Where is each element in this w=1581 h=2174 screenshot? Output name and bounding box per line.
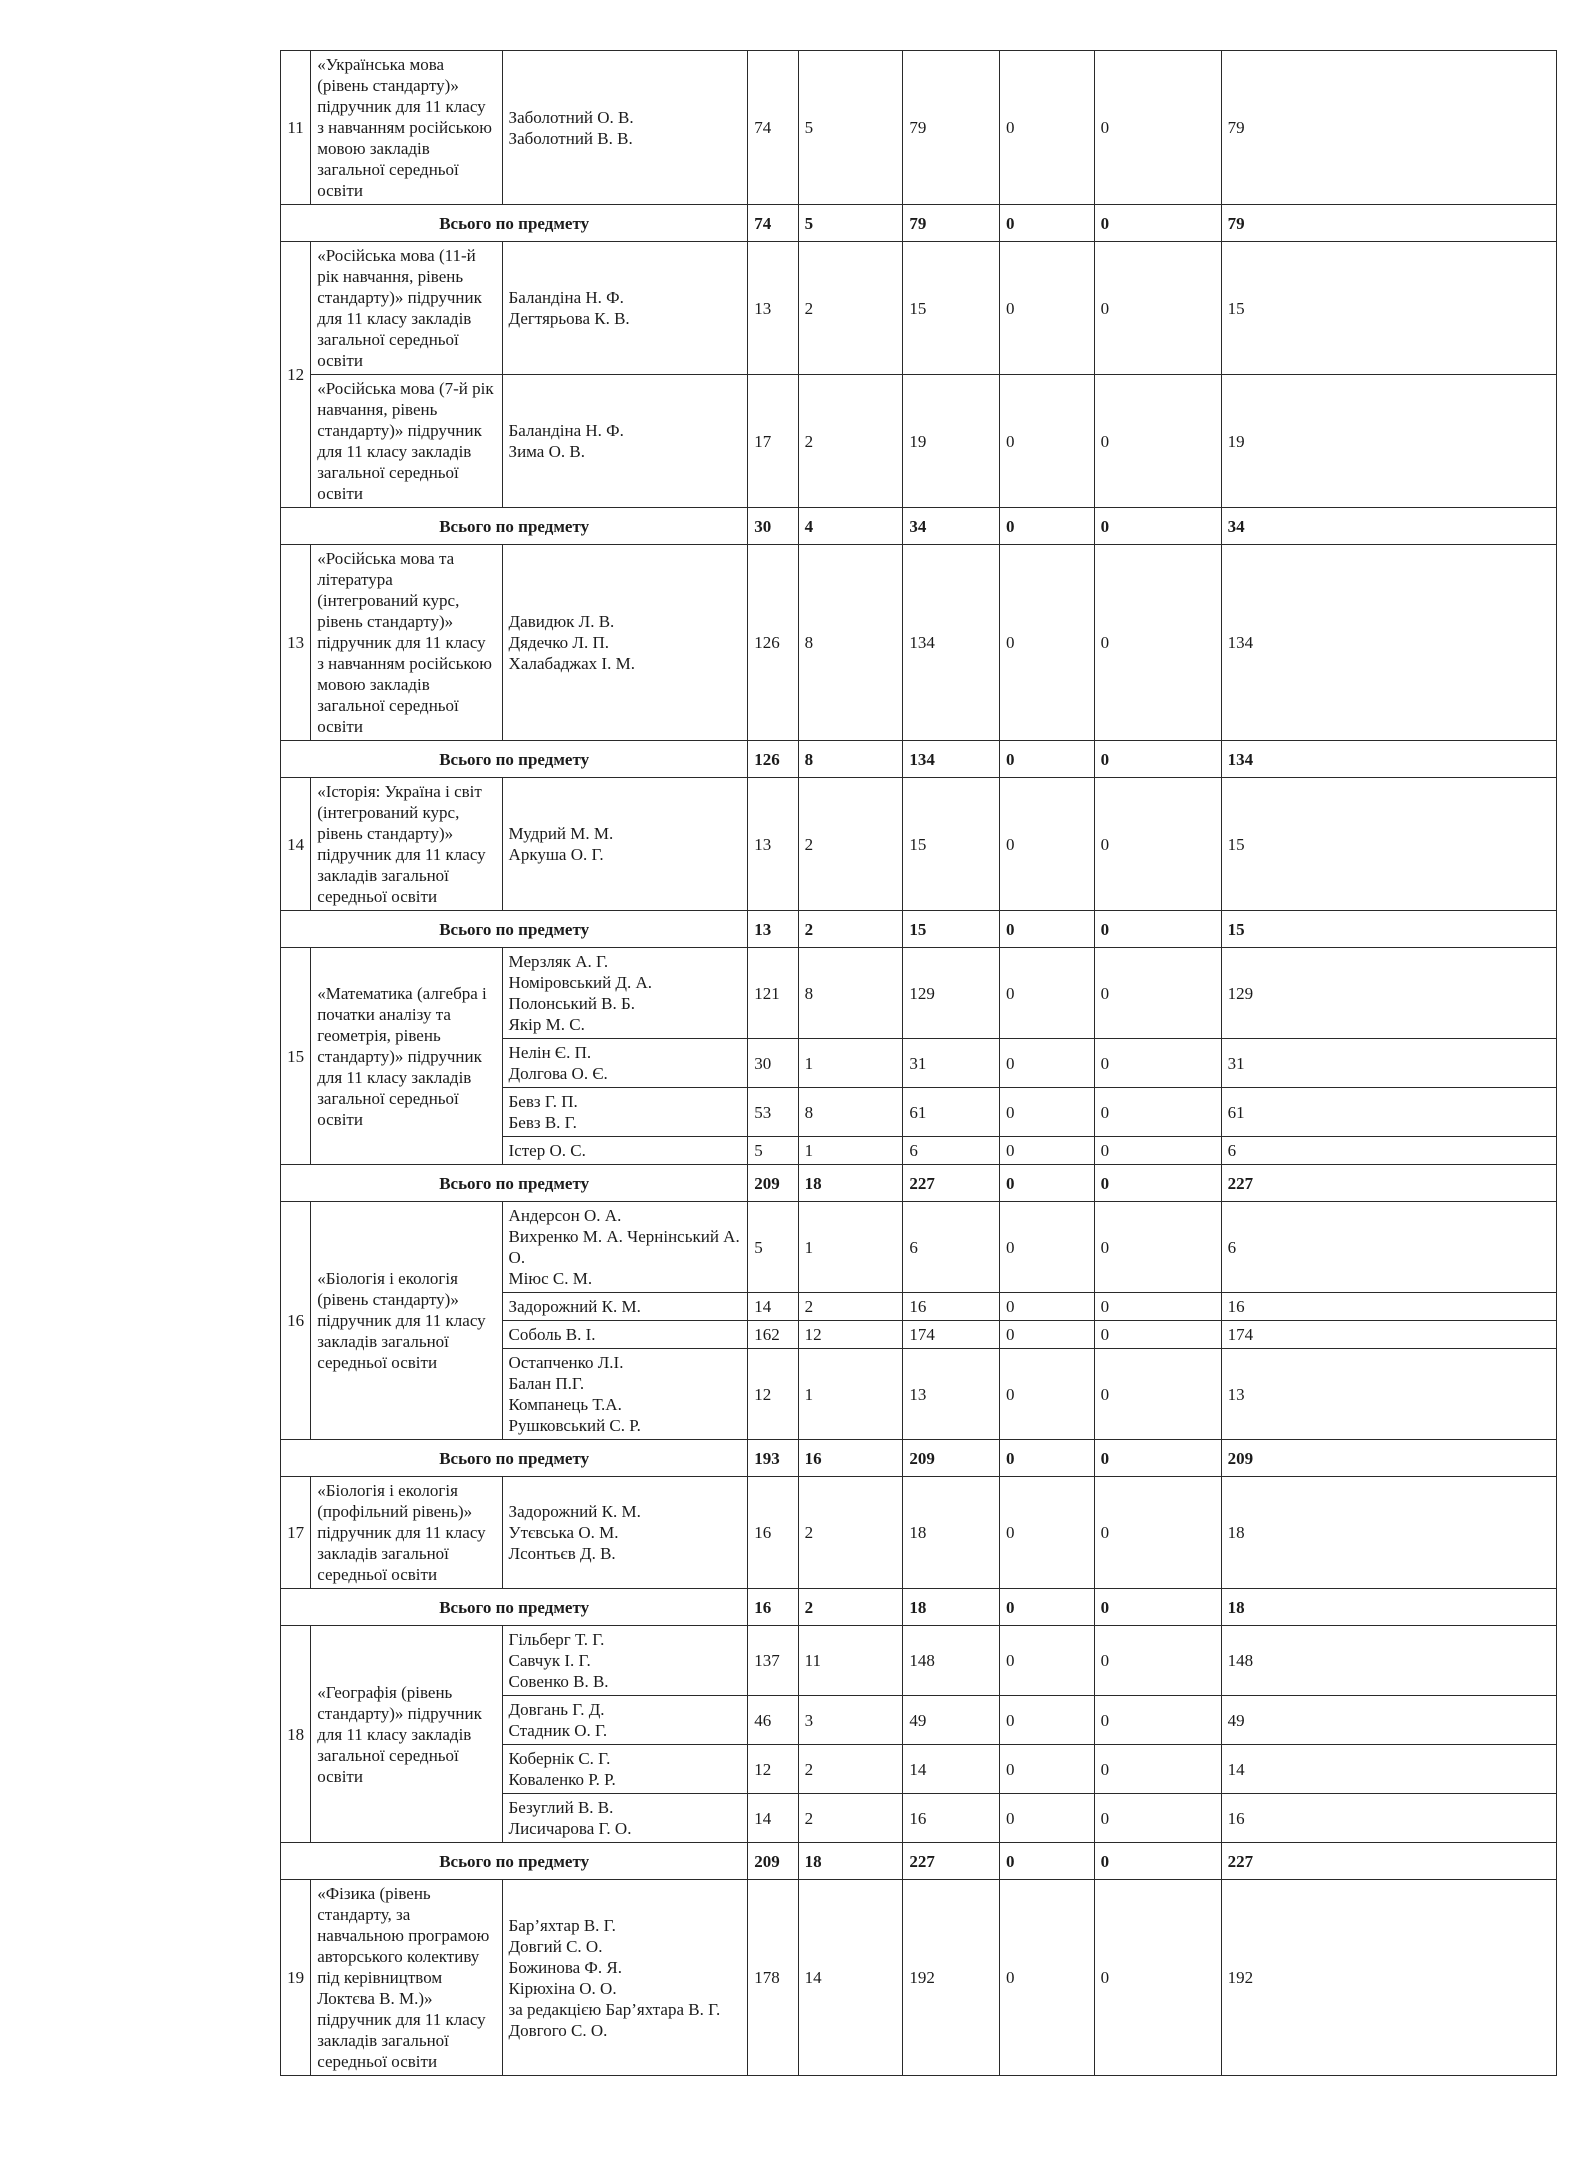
subject-total-row (281, 1589, 1557, 1626)
quantity-cell-c5: 0 (1094, 1626, 1221, 1696)
table-row (281, 1477, 1557, 1589)
total-cell-c3: 79 (903, 205, 1000, 242)
subject-number: 13 (281, 545, 311, 741)
quantity-cell-c4: 0 (1000, 1477, 1095, 1589)
quantity-cell-c5: 0 (1094, 1794, 1221, 1843)
total-cell-c6: 227 (1221, 1843, 1556, 1880)
quantity-cell-c5: 0 (1094, 242, 1221, 375)
quantity-cell-c1: 14 (748, 1293, 798, 1321)
total-cell-c6: 209 (1221, 1440, 1556, 1477)
quantity-cell-c5: 0 (1094, 1137, 1221, 1165)
total-cell-c6: 134 (1221, 741, 1556, 778)
quantity-cell-c3: 18 (903, 1477, 1000, 1589)
total-cell-c5: 0 (1094, 508, 1221, 545)
quantity-cell-c1: 53 (748, 1088, 798, 1137)
total-cell-c6: 34 (1221, 508, 1556, 545)
authors-cell: Заболотний О. В. Заболотний В. В. (502, 51, 748, 205)
quantity-cell-c6: 61 (1221, 1088, 1556, 1137)
quantity-cell-c6: 14 (1221, 1745, 1556, 1794)
subject-total-label: Всього по предмету (281, 1440, 748, 1477)
quantity-cell-c2: 2 (798, 1477, 903, 1589)
quantity-cell-c5: 0 (1094, 1088, 1221, 1137)
quantity-cell-c2: 5 (798, 51, 903, 205)
quantity-cell-c6: 134 (1221, 545, 1556, 741)
subject-total-row (281, 1843, 1557, 1880)
total-cell-c6: 227 (1221, 1165, 1556, 1202)
quantity-cell-c3: 174 (903, 1321, 1000, 1349)
total-cell-c2: 2 (798, 1589, 903, 1626)
quantity-cell-c5: 0 (1094, 1321, 1221, 1349)
quantity-cell-c6: 148 (1221, 1626, 1556, 1696)
subject-total-row (281, 205, 1557, 242)
subject-total-label: Всього по предмету (281, 741, 748, 778)
quantity-cell-c4: 0 (1000, 375, 1095, 508)
authors-cell: Нелін Є. П. Долгова О. Є. (502, 1039, 748, 1088)
subject-total-label: Всього по предмету (281, 205, 748, 242)
quantity-cell-c6: 6 (1221, 1137, 1556, 1165)
quantity-cell-c6: 79 (1221, 51, 1556, 205)
subject-number: 17 (281, 1477, 311, 1589)
quantity-cell-c4: 0 (1000, 545, 1095, 741)
quantity-cell-c1: 121 (748, 948, 798, 1039)
quantity-cell-c2: 12 (798, 1321, 903, 1349)
total-cell-c6: 79 (1221, 205, 1556, 242)
subject-total-row (281, 508, 1557, 545)
textbook-title: «Біологія і екологія (профільний рівень)» підручник для 11 класу закладів загальної середньої освіти (311, 1477, 502, 1589)
quantity-cell-c5: 0 (1094, 545, 1221, 741)
quantity-cell-c2: 14 (798, 1880, 903, 2076)
quantity-cell-c4: 0 (1000, 1321, 1095, 1349)
quantity-cell-c4: 0 (1000, 1880, 1095, 2076)
quantity-cell-c3: 19 (903, 375, 1000, 508)
textbook-title: «Російська мова та література (інтегрований курс, рівень стандарту)» підручник для 11 класу з навчанням російською мовою закладів загальної середньої освіти (311, 545, 502, 741)
total-cell-c3: 34 (903, 508, 1000, 545)
total-cell-c3: 209 (903, 1440, 1000, 1477)
quantity-cell-c6: 19 (1221, 375, 1556, 508)
authors-cell: Баландіна Н. Ф. Дегтярьова К. В. (502, 242, 748, 375)
total-cell-c1: 209 (748, 1843, 798, 1880)
quantity-cell-c5: 0 (1094, 375, 1221, 508)
quantity-cell-c6: 192 (1221, 1880, 1556, 2076)
quantity-cell-c4: 0 (1000, 1202, 1095, 1293)
total-cell-c2: 5 (798, 205, 903, 242)
quantity-cell-c1: 16 (748, 1477, 798, 1589)
quantity-cell-c2: 2 (798, 242, 903, 375)
total-cell-c1: 30 (748, 508, 798, 545)
subject-number: 12 (281, 242, 311, 508)
quantity-cell-c6: 174 (1221, 1321, 1556, 1349)
quantity-cell-c5: 0 (1094, 778, 1221, 911)
quantity-cell-c1: 137 (748, 1626, 798, 1696)
textbook-title: «Біологія і екологія (рівень стандарту)» підручник для 11 класу закладів загальної середньої освіти (311, 1202, 502, 1440)
quantity-cell-c3: 16 (903, 1293, 1000, 1321)
quantity-cell-c6: 15 (1221, 778, 1556, 911)
subject-total-label: Всього по предмету (281, 1843, 748, 1880)
total-cell-c1: 126 (748, 741, 798, 778)
table-row (281, 778, 1557, 911)
quantity-cell-c5: 0 (1094, 51, 1221, 205)
textbook-title: «Математика (алгебра і початки аналізу та геометрія, рівень стандарту)» підручник для 11 класу закладів загальної середньої освіти (311, 948, 502, 1165)
subject-total-label: Всього по предмету (281, 1589, 748, 1626)
total-cell-c2: 2 (798, 911, 903, 948)
quantity-cell-c1: 178 (748, 1880, 798, 2076)
quantity-cell-c1: 13 (748, 778, 798, 911)
authors-cell: Довгань Г. Д. Стадник О. Г. (502, 1696, 748, 1745)
total-cell-c5: 0 (1094, 741, 1221, 778)
quantity-cell-c4: 0 (1000, 1039, 1095, 1088)
authors-cell: Бар’яхтар В. Г. Довгий С. О. Божинова Ф. Я. Кірюхіна О. О. за редакцією Бар’яхтара В. Г. Довгого С. О. (502, 1880, 748, 2076)
quantity-cell-c2: 2 (798, 375, 903, 508)
table-row (281, 545, 1557, 741)
quantity-cell-c3: 61 (903, 1088, 1000, 1137)
total-cell-c1: 13 (748, 911, 798, 948)
quantity-cell-c1: 74 (748, 51, 798, 205)
quantity-cell-c3: 79 (903, 51, 1000, 205)
total-cell-c5: 0 (1094, 1589, 1221, 1626)
quantity-cell-c3: 31 (903, 1039, 1000, 1088)
quantity-cell-c4: 0 (1000, 948, 1095, 1039)
quantity-cell-c3: 15 (903, 778, 1000, 911)
total-cell-c4: 0 (1000, 1165, 1095, 1202)
quantity-cell-c5: 0 (1094, 1039, 1221, 1088)
quantity-cell-c3: 134 (903, 545, 1000, 741)
quantity-cell-c1: 126 (748, 545, 798, 741)
quantity-cell-c4: 0 (1000, 1088, 1095, 1137)
quantity-cell-c2: 1 (798, 1039, 903, 1088)
total-cell-c2: 8 (798, 741, 903, 778)
authors-cell: Андерсон О. А. Вихренко М. А. Чернінський А. О. Міюс С. М. (502, 1202, 748, 1293)
quantity-cell-c1: 14 (748, 1794, 798, 1843)
total-cell-c4: 0 (1000, 1589, 1095, 1626)
document-page (280, 50, 1557, 2076)
authors-cell: Безуглий В. В. Лисичарова Г. О. (502, 1794, 748, 1843)
total-cell-c4: 0 (1000, 508, 1095, 545)
quantity-cell-c1: 5 (748, 1137, 798, 1165)
total-cell-c2: 18 (798, 1843, 903, 1880)
quantity-cell-c6: 31 (1221, 1039, 1556, 1088)
quantity-cell-c4: 0 (1000, 242, 1095, 375)
subject-number: 16 (281, 1202, 311, 1440)
total-cell-c4: 0 (1000, 205, 1095, 242)
total-cell-c1: 74 (748, 205, 798, 242)
quantity-cell-c6: 16 (1221, 1293, 1556, 1321)
total-cell-c1: 16 (748, 1589, 798, 1626)
quantity-cell-c5: 0 (1094, 1745, 1221, 1794)
quantity-cell-c2: 2 (798, 778, 903, 911)
total-cell-c3: 134 (903, 741, 1000, 778)
textbook-order-table (280, 50, 1557, 2076)
quantity-cell-c2: 3 (798, 1696, 903, 1745)
table-row (281, 948, 1557, 1039)
quantity-cell-c1: 30 (748, 1039, 798, 1088)
total-cell-c5: 0 (1094, 1843, 1221, 1880)
quantity-cell-c4: 0 (1000, 1794, 1095, 1843)
total-cell-c1: 193 (748, 1440, 798, 1477)
subject-number: 19 (281, 1880, 311, 2076)
subject-number: 14 (281, 778, 311, 911)
subject-total-row (281, 1165, 1557, 1202)
quantity-cell-c5: 0 (1094, 1477, 1221, 1589)
quantity-cell-c3: 14 (903, 1745, 1000, 1794)
quantity-cell-c5: 0 (1094, 1696, 1221, 1745)
quantity-cell-c2: 1 (798, 1349, 903, 1440)
quantity-cell-c4: 0 (1000, 1293, 1095, 1321)
total-cell-c2: 4 (798, 508, 903, 545)
quantity-cell-c2: 1 (798, 1137, 903, 1165)
subject-number: 15 (281, 948, 311, 1165)
subject-number: 18 (281, 1626, 311, 1843)
table-row (281, 51, 1557, 205)
total-cell-c3: 227 (903, 1165, 1000, 1202)
textbook-title: «Українська мова (рівень стандарту)» підручник для 11 класу з навчанням російською мовою закладів загальної середньої освіти (311, 51, 502, 205)
quantity-cell-c4: 0 (1000, 1137, 1095, 1165)
subject-total-label: Всього по предмету (281, 911, 748, 948)
quantity-cell-c5: 0 (1094, 1349, 1221, 1440)
textbook-title: «Російська мова (11-й рік навчання, рівень стандарту)» підручник для 11 класу закладів загальної середньої освіти (311, 242, 502, 375)
total-cell-c3: 15 (903, 911, 1000, 948)
quantity-cell-c4: 0 (1000, 51, 1095, 205)
total-cell-c4: 0 (1000, 1843, 1095, 1880)
quantity-cell-c1: 13 (748, 242, 798, 375)
quantity-cell-c4: 0 (1000, 1349, 1095, 1440)
quantity-cell-c3: 15 (903, 242, 1000, 375)
total-cell-c5: 0 (1094, 911, 1221, 948)
authors-cell: Задорожний К. М. Утєвська О. М. Лсонтьєв Д. В. (502, 1477, 748, 1589)
quantity-cell-c1: 162 (748, 1321, 798, 1349)
total-cell-c2: 18 (798, 1165, 903, 1202)
quantity-cell-c3: 6 (903, 1137, 1000, 1165)
authors-cell: Істер О. С. (502, 1137, 748, 1165)
total-cell-c3: 18 (903, 1589, 1000, 1626)
authors-cell: Задорожний К. М. (502, 1293, 748, 1321)
authors-cell: Давидюк Л. В. Дядечко Л. П. Халабаджах І. М. (502, 545, 748, 741)
authors-cell: Баландіна Н. Ф. Зима О. В. (502, 375, 748, 508)
quantity-cell-c4: 0 (1000, 1696, 1095, 1745)
table-row (281, 242, 1557, 375)
authors-cell: Гільберг Т. Г. Савчук І. Г. Совенко В. В. (502, 1626, 748, 1696)
total-cell-c5: 0 (1094, 1165, 1221, 1202)
textbook-title: «Російська мова (7-й рік навчання, рівень стандарту)» підручник для 11 класу закладів загальної середньої освіти (311, 375, 502, 508)
table-row (281, 1202, 1557, 1293)
subject-number: 11 (281, 51, 311, 205)
quantity-cell-c6: 13 (1221, 1349, 1556, 1440)
total-cell-c5: 0 (1094, 1440, 1221, 1477)
textbook-title: «Географія (рівень стандарту)» підручник для 11 класу закладів загальної середньої освіти (311, 1626, 502, 1843)
quantity-cell-c6: 15 (1221, 242, 1556, 375)
subject-total-row (281, 911, 1557, 948)
quantity-cell-c3: 148 (903, 1626, 1000, 1696)
quantity-cell-c2: 8 (798, 1088, 903, 1137)
quantity-cell-c3: 49 (903, 1696, 1000, 1745)
quantity-cell-c2: 1 (798, 1202, 903, 1293)
table-row (281, 1626, 1557, 1696)
quantity-cell-c1: 46 (748, 1696, 798, 1745)
quantity-cell-c5: 0 (1094, 948, 1221, 1039)
authors-cell: Кобернік С. Г. Коваленко Р. Р. (502, 1745, 748, 1794)
quantity-cell-c3: 6 (903, 1202, 1000, 1293)
quantity-cell-c1: 12 (748, 1745, 798, 1794)
quantity-cell-c5: 0 (1094, 1880, 1221, 2076)
quantity-cell-c2: 8 (798, 545, 903, 741)
quantity-cell-c2: 8 (798, 948, 903, 1039)
quantity-cell-c2: 2 (798, 1794, 903, 1843)
authors-cell: Соболь В. І. (502, 1321, 748, 1349)
textbook-title: «Історія: Україна і світ (інтегрований курс, рівень стандарту)» підручник для 11 класу закладів загальної середньої освіти (311, 778, 502, 911)
quantity-cell-c3: 129 (903, 948, 1000, 1039)
authors-cell: Остапченко Л.І. Балан П.Г. Компанець Т.А. Рушковський С. Р. (502, 1349, 748, 1440)
quantity-cell-c2: 2 (798, 1293, 903, 1321)
total-cell-c4: 0 (1000, 1440, 1095, 1477)
authors-cell: Мерзляк А. Г. Номіровський Д. А. Полонський В. Б. Якір М. С. (502, 948, 748, 1039)
authors-cell: Бевз Г. П. Бевз В. Г. (502, 1088, 748, 1137)
total-cell-c3: 227 (903, 1843, 1000, 1880)
quantity-cell-c6: 16 (1221, 1794, 1556, 1843)
quantity-cell-c6: 6 (1221, 1202, 1556, 1293)
quantity-cell-c6: 49 (1221, 1696, 1556, 1745)
quantity-cell-c3: 16 (903, 1794, 1000, 1843)
quantity-cell-c4: 0 (1000, 1745, 1095, 1794)
subject-total-label: Всього по предмету (281, 508, 748, 545)
quantity-cell-c4: 0 (1000, 778, 1095, 911)
table-row (281, 1880, 1557, 2076)
quantity-cell-c5: 0 (1094, 1202, 1221, 1293)
total-cell-c1: 209 (748, 1165, 798, 1202)
textbook-title: «Фізика (рівень стандарту, за навчальною програмою авторського колективу під керівництвом Локтєва В. М.)» підручник для 11 класу закладів загальної середньої освіти (311, 1880, 502, 2076)
quantity-cell-c6: 18 (1221, 1477, 1556, 1589)
quantity-cell-c1: 17 (748, 375, 798, 508)
quantity-cell-c1: 5 (748, 1202, 798, 1293)
quantity-cell-c2: 2 (798, 1745, 903, 1794)
quantity-cell-c3: 13 (903, 1349, 1000, 1440)
subject-total-label: Всього по предмету (281, 1165, 748, 1202)
total-cell-c4: 0 (1000, 741, 1095, 778)
quantity-cell-c6: 129 (1221, 948, 1556, 1039)
total-cell-c4: 0 (1000, 911, 1095, 948)
authors-cell: Мудрий М. М. Аркуша О. Г. (502, 778, 748, 911)
table-row (281, 375, 1557, 508)
total-cell-c6: 18 (1221, 1589, 1556, 1626)
quantity-cell-c4: 0 (1000, 1626, 1095, 1696)
subject-total-row (281, 741, 1557, 778)
quantity-cell-c5: 0 (1094, 1293, 1221, 1321)
subject-total-row (281, 1440, 1557, 1477)
quantity-cell-c2: 11 (798, 1626, 903, 1696)
total-cell-c6: 15 (1221, 911, 1556, 948)
total-cell-c2: 16 (798, 1440, 903, 1477)
total-cell-c5: 0 (1094, 205, 1221, 242)
quantity-cell-c1: 12 (748, 1349, 798, 1440)
quantity-cell-c3: 192 (903, 1880, 1000, 2076)
